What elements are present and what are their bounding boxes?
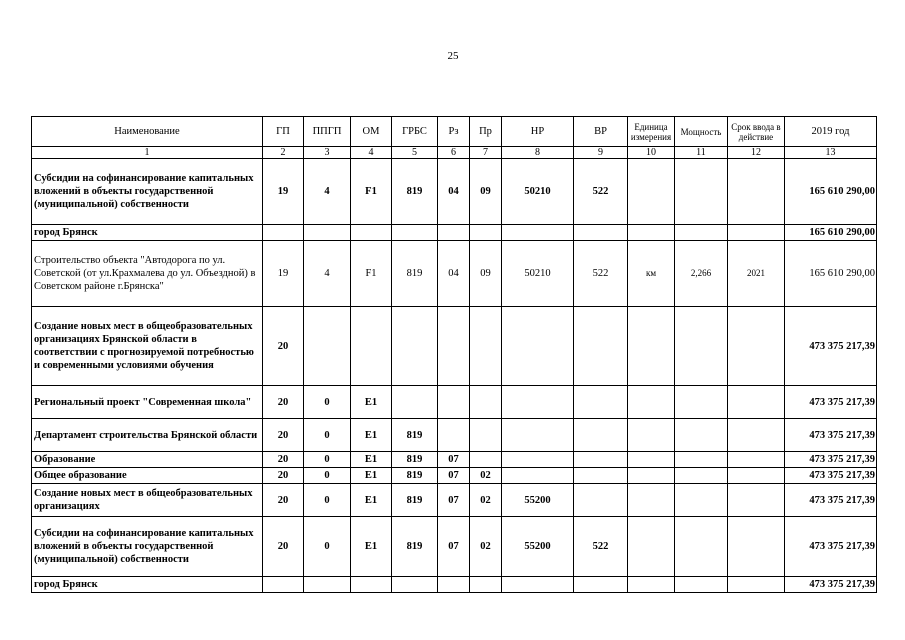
row-unit [628, 419, 675, 452]
row-year [728, 225, 785, 241]
row-gp: 20 [263, 468, 304, 484]
column-number: 12 [728, 147, 785, 159]
row-nr [502, 419, 574, 452]
row-amount: 473 375 217,39 [785, 484, 877, 517]
row-vr [574, 484, 628, 517]
row-nr [502, 468, 574, 484]
row-pr: 09 [470, 241, 502, 307]
row-ppgp: 4 [304, 241, 351, 307]
row-power [675, 307, 728, 386]
header-power: Мощность [675, 117, 728, 147]
row-vr [574, 452, 628, 468]
column-number: 1 [32, 147, 263, 159]
header-amount: 2019 год [785, 117, 877, 147]
row-unit [628, 484, 675, 517]
row-ppgp: 0 [304, 419, 351, 452]
row-name: Субсидии на софинансирование капитальных вложений в объекты государственной (муниципальной) собственности [32, 517, 263, 577]
row-om: E1 [351, 468, 392, 484]
row-vr: 522 [574, 241, 628, 307]
row-unit [628, 517, 675, 577]
row-pr: 09 [470, 159, 502, 225]
header-vr: ВР [574, 117, 628, 147]
column-number: 2 [263, 147, 304, 159]
row-om: E1 [351, 517, 392, 577]
row-unit: км [628, 241, 675, 307]
row-name: город Брянск [32, 225, 263, 241]
page-number: 25 [447, 50, 459, 62]
row-nr: 55200 [502, 484, 574, 517]
table-row [32, 225, 877, 241]
table-row [32, 419, 877, 452]
row-amount: 473 375 217,39 [785, 577, 877, 593]
row-pr [470, 419, 502, 452]
row-om: E1 [351, 419, 392, 452]
row-grbs [392, 577, 438, 593]
row-vr [574, 307, 628, 386]
row-grbs: 819 [392, 419, 438, 452]
row-ppgp: 0 [304, 484, 351, 517]
table-row [32, 452, 877, 468]
header-om: ОМ [351, 117, 392, 147]
table-row [32, 159, 877, 225]
column-number: 8 [502, 147, 574, 159]
row-grbs [392, 225, 438, 241]
row-gp [263, 577, 304, 593]
row-amount: 473 375 217,39 [785, 517, 877, 577]
row-vr [574, 386, 628, 419]
row-vr [574, 225, 628, 241]
row-pr [470, 577, 502, 593]
row-gp: 19 [263, 241, 304, 307]
row-name: город Брянск [32, 577, 263, 593]
row-nr [502, 307, 574, 386]
row-year [728, 419, 785, 452]
column-number-row [32, 147, 877, 159]
budget-table [31, 116, 877, 593]
row-nr [502, 386, 574, 419]
table-row [32, 386, 877, 419]
row-gp [263, 225, 304, 241]
table-row [32, 241, 877, 307]
row-gp: 20 [263, 386, 304, 419]
row-unit [628, 468, 675, 484]
header-name: Наименование [32, 117, 263, 147]
table-row [32, 468, 877, 484]
row-nr: 50210 [502, 159, 574, 225]
row-om [351, 225, 392, 241]
row-rz: 07 [438, 484, 470, 517]
row-year: 2021 [728, 241, 785, 307]
row-year [728, 484, 785, 517]
header-unit: Единица измерения [628, 117, 675, 147]
row-om [351, 307, 392, 386]
row-amount: 473 375 217,39 [785, 468, 877, 484]
row-amount: 165 610 290,00 [785, 159, 877, 225]
row-unit [628, 159, 675, 225]
column-number: 4 [351, 147, 392, 159]
row-power [675, 577, 728, 593]
row-amount: 165 610 290,00 [785, 241, 877, 307]
column-number: 13 [785, 147, 877, 159]
row-rz [438, 386, 470, 419]
row-amount: 473 375 217,39 [785, 386, 877, 419]
row-rz [438, 307, 470, 386]
row-name: Субсидии на софинансирование капитальных вложений в объекты государственной (муниципальной) собственности [32, 159, 263, 225]
row-year [728, 159, 785, 225]
row-ppgp: 4 [304, 159, 351, 225]
row-unit [628, 307, 675, 386]
row-amount: 473 375 217,39 [785, 452, 877, 468]
row-grbs: 819 [392, 452, 438, 468]
row-year [728, 386, 785, 419]
row-name: Строительство объекта "Автодорога по ул. Советской (от ул.Крахмалева до ул. Объездной) в Советском районе г.Брянска" [32, 241, 263, 307]
column-number: 3 [304, 147, 351, 159]
row-unit [628, 577, 675, 593]
row-nr: 55200 [502, 517, 574, 577]
row-om [351, 577, 392, 593]
row-gp: 20 [263, 307, 304, 386]
row-grbs: 819 [392, 517, 438, 577]
column-number: 5 [392, 147, 438, 159]
row-gp: 20 [263, 484, 304, 517]
row-rz: 07 [438, 517, 470, 577]
row-year [728, 468, 785, 484]
row-grbs: 819 [392, 484, 438, 517]
row-gp: 19 [263, 159, 304, 225]
row-year [728, 452, 785, 468]
row-rz: 07 [438, 468, 470, 484]
column-number: 11 [675, 147, 728, 159]
row-name: Общее образование [32, 468, 263, 484]
row-name: Создание новых мест в общеобразовательных организациях [32, 484, 263, 517]
row-grbs: 819 [392, 468, 438, 484]
row-grbs: 819 [392, 241, 438, 307]
row-pr [470, 386, 502, 419]
row-ppgp: 0 [304, 468, 351, 484]
row-name: Образование [32, 452, 263, 468]
row-nr [502, 452, 574, 468]
row-om: F1 [351, 159, 392, 225]
row-amount: 165 610 290,00 [785, 225, 877, 241]
table-row [32, 307, 877, 386]
row-rz [438, 225, 470, 241]
row-grbs: 819 [392, 159, 438, 225]
row-power [675, 419, 728, 452]
row-pr: 02 [470, 468, 502, 484]
row-gp: 20 [263, 419, 304, 452]
header-row [32, 117, 877, 147]
row-pr [470, 452, 502, 468]
row-power [675, 517, 728, 577]
row-om: F1 [351, 241, 392, 307]
row-power [675, 159, 728, 225]
row-power [675, 225, 728, 241]
row-vr: 522 [574, 517, 628, 577]
row-vr [574, 468, 628, 484]
row-ppgp [304, 307, 351, 386]
row-grbs [392, 307, 438, 386]
row-rz: 07 [438, 452, 470, 468]
row-unit [628, 452, 675, 468]
row-nr [502, 225, 574, 241]
row-ppgp: 0 [304, 452, 351, 468]
row-unit [628, 386, 675, 419]
row-gp: 20 [263, 452, 304, 468]
row-power [675, 468, 728, 484]
column-number: 6 [438, 147, 470, 159]
column-number: 9 [574, 147, 628, 159]
row-amount: 473 375 217,39 [785, 307, 877, 386]
header-year: Срок ввода в действие [728, 117, 785, 147]
table-row [32, 484, 877, 517]
row-year [728, 577, 785, 593]
row-gp: 20 [263, 517, 304, 577]
row-pr [470, 225, 502, 241]
row-vr [574, 577, 628, 593]
row-power [675, 452, 728, 468]
row-rz [438, 419, 470, 452]
row-pr: 02 [470, 517, 502, 577]
header-nr: НР [502, 117, 574, 147]
row-ppgp [304, 225, 351, 241]
header-pr: Пр [470, 117, 502, 147]
row-om: E1 [351, 386, 392, 419]
row-power [675, 386, 728, 419]
row-nr [502, 577, 574, 593]
table-row [32, 577, 877, 593]
row-ppgp: 0 [304, 517, 351, 577]
row-om: E1 [351, 452, 392, 468]
row-name: Создание новых мест в общеобразовательных организациях Брянской области в соответствии с прогнозируемой потребностью и современными условиями обучения [32, 307, 263, 386]
row-name: Региональный проект "Современная школа" [32, 386, 263, 419]
row-name: Департамент строительства Брянской области [32, 419, 263, 452]
row-year [728, 517, 785, 577]
row-rz: 04 [438, 241, 470, 307]
header-rz: Рз [438, 117, 470, 147]
row-power: 2,266 [675, 241, 728, 307]
row-grbs [392, 386, 438, 419]
row-rz [438, 577, 470, 593]
row-om: E1 [351, 484, 392, 517]
header-grbs: ГРБС [392, 117, 438, 147]
row-year [728, 307, 785, 386]
row-vr [574, 419, 628, 452]
row-pr [470, 307, 502, 386]
row-vr: 522 [574, 159, 628, 225]
row-ppgp [304, 577, 351, 593]
header-gp: ГП [263, 117, 304, 147]
table-row [32, 517, 877, 577]
row-amount: 473 375 217,39 [785, 419, 877, 452]
row-unit [628, 225, 675, 241]
row-power [675, 484, 728, 517]
column-number: 10 [628, 147, 675, 159]
column-number: 7 [470, 147, 502, 159]
header-ppgp: ППГП [304, 117, 351, 147]
row-pr: 02 [470, 484, 502, 517]
row-nr: 50210 [502, 241, 574, 307]
row-ppgp: 0 [304, 386, 351, 419]
row-rz: 04 [438, 159, 470, 225]
